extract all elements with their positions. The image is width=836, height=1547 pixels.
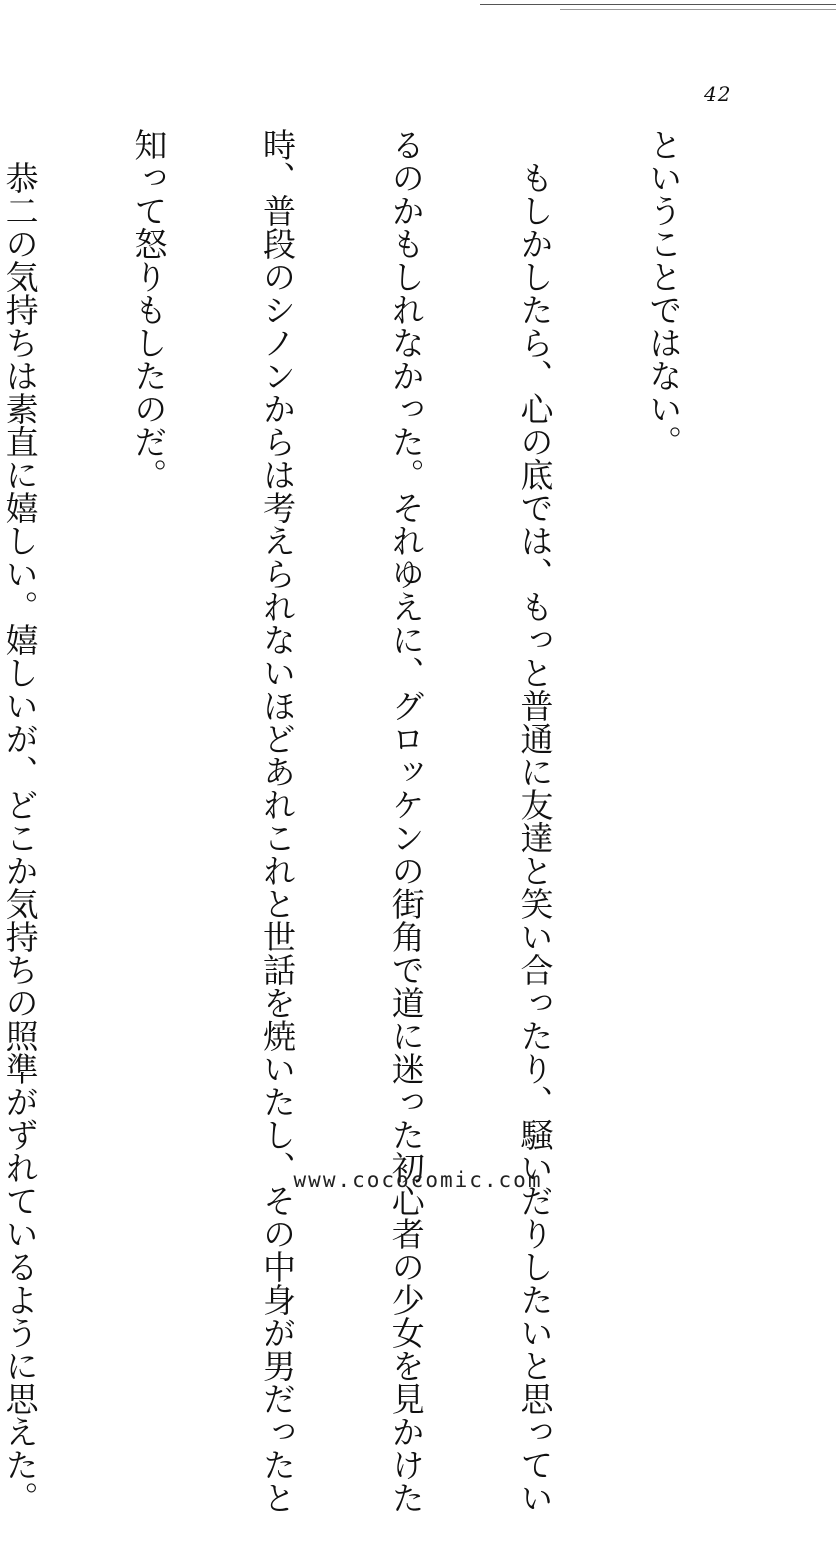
text-column: もしかしたら、心の底では、もっと普通に友達と笑い合ったり、騒いだりしたいと思ってい — [515, 128, 555, 1514]
text-column: ということではない。 — [644, 128, 684, 458]
site-watermark: www.cococomic.com — [293, 1168, 543, 1192]
text-column: るのかもしれなかった。それゆえに、グロッケンの街角で道に迷った初心者の少女を見かけた — [386, 128, 426, 1514]
page-number: 42 — [704, 82, 732, 106]
text-column: 知って怒りもしたのだ。 — [129, 128, 169, 491]
header-rule — [480, 4, 836, 5]
text-column: 恭二の気持ちは素直に嬉しい。嬉しいが、どこか気持ちの照準がずれているように思えた。 — [0, 128, 40, 1514]
text-column: 時、普段のシノンからは考えられないほどあれこれと世話を焼いたし、その中身が男だったと — [258, 128, 298, 1514]
header-rule-secondary — [560, 9, 836, 10]
